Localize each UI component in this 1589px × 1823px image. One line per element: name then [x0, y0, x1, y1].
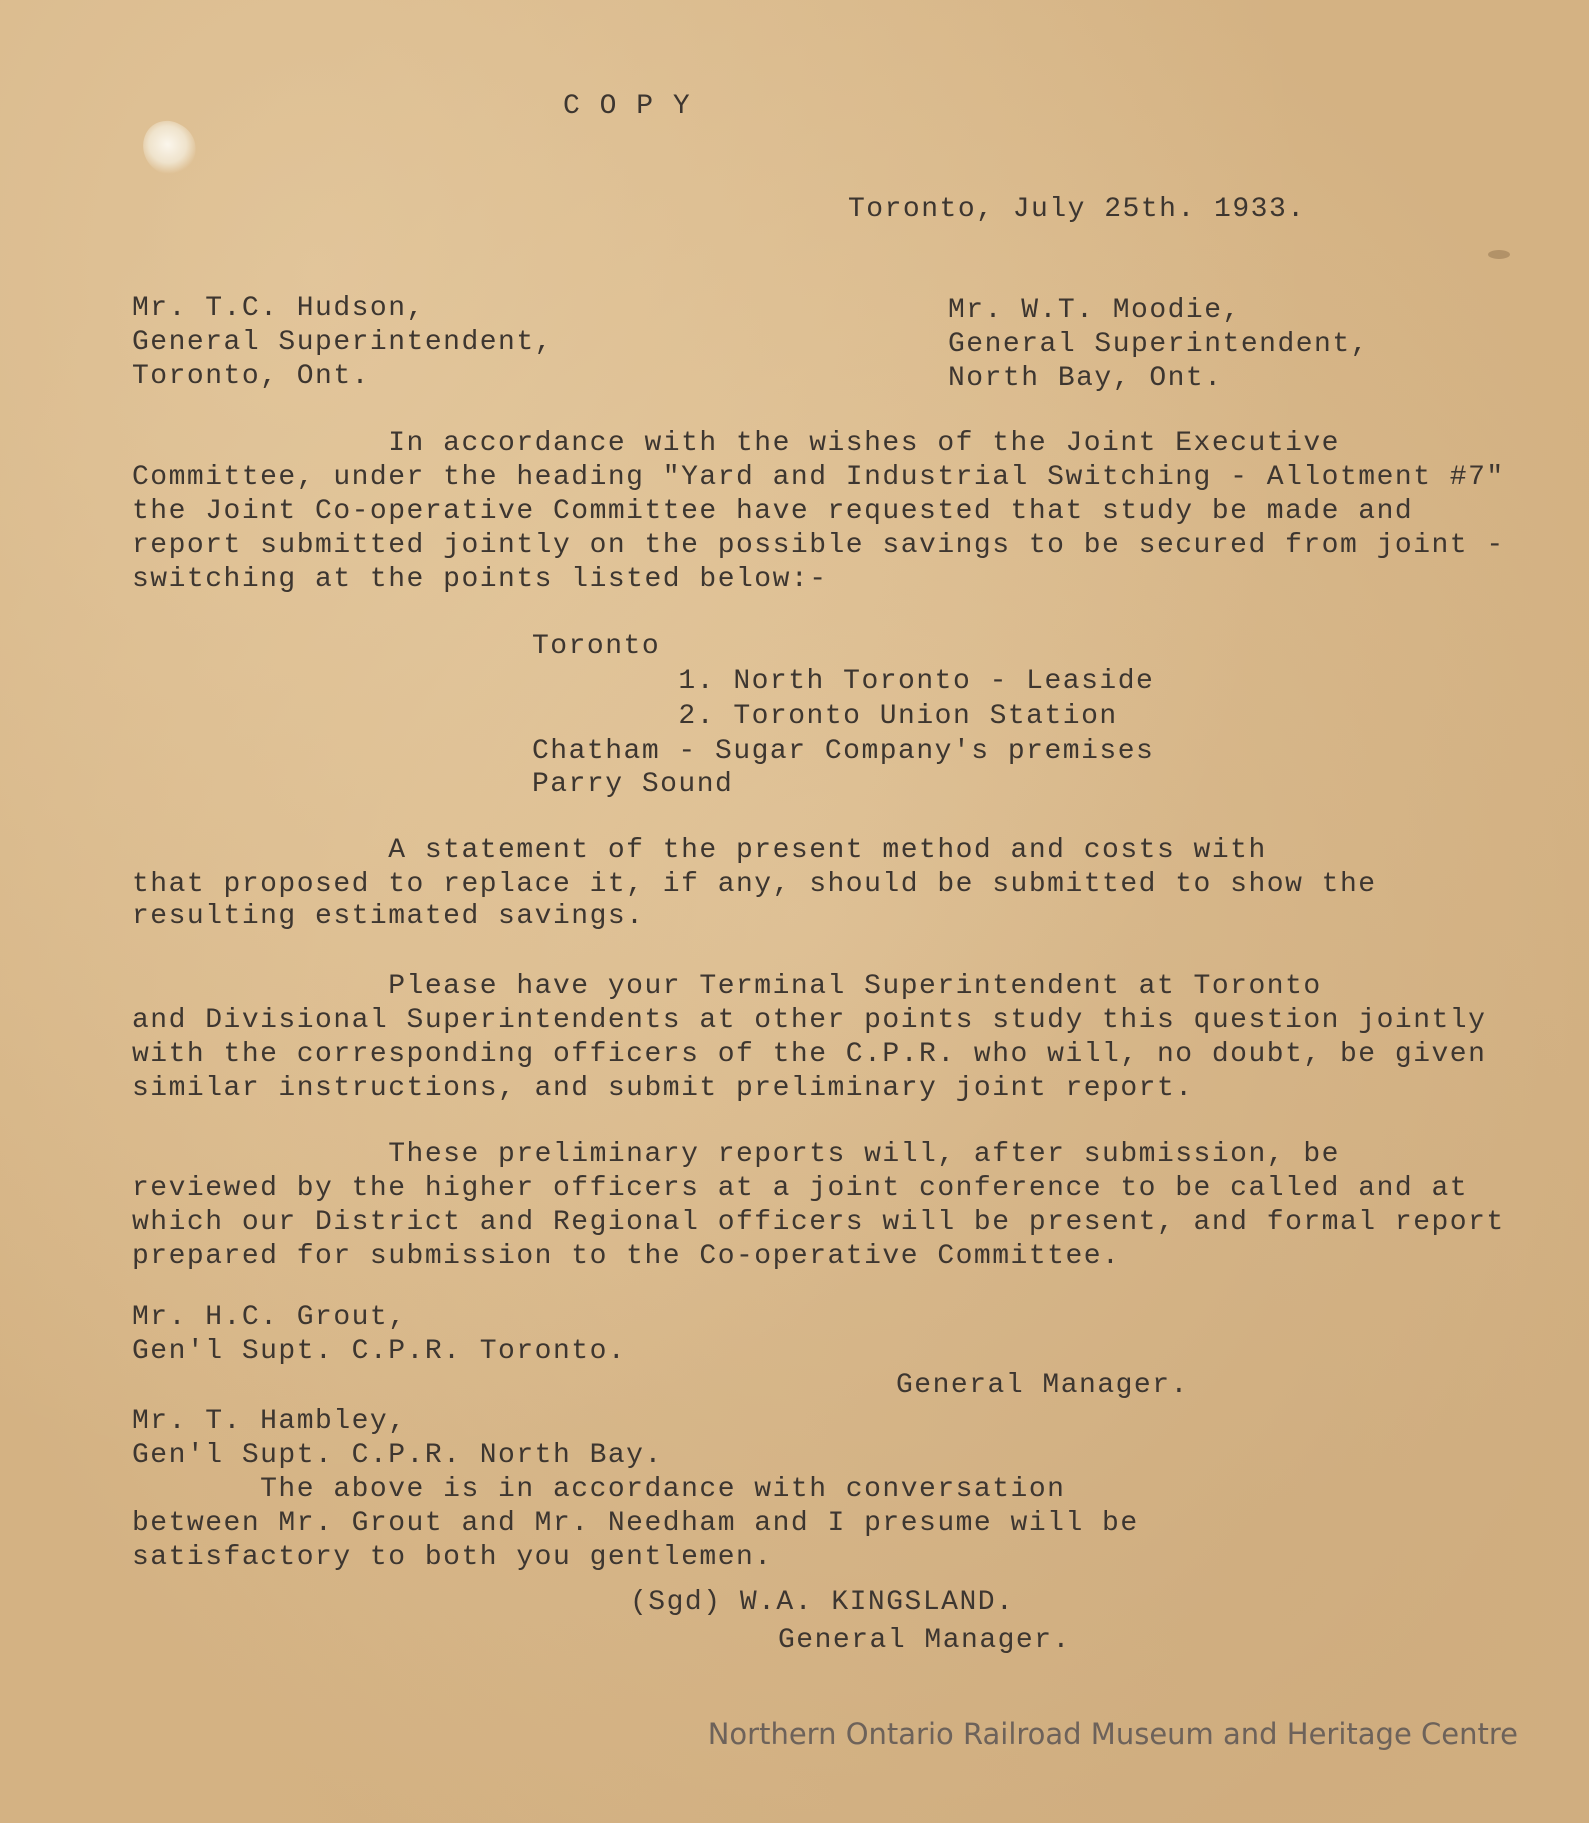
addressee-right-title: General Superintendent, — [948, 329, 1369, 360]
location-item: Chatham - Sugar Company's premises — [532, 736, 1155, 767]
addressee-right-name: Mr. W.T. Moodie, — [948, 295, 1241, 326]
paragraph-line: reviewed by the higher officers at a joint conference to be called and at — [132, 1173, 1469, 1204]
location-item: Parry Sound — [532, 769, 734, 800]
document-heading: C O P Y — [563, 91, 692, 122]
note-line: The above is in accordance with conversation — [132, 1474, 1066, 1505]
museum-watermark: Northern Ontario Railroad Museum and Heritage Centre — [707, 1717, 1518, 1751]
addressee-left-name: Mr. T.C. Hudson, — [132, 293, 425, 324]
cc-recipient-title: Gen'l Supt. C.P.R. North Bay. — [132, 1440, 663, 1471]
paper-tear-mark — [134, 113, 205, 183]
paragraph-line: resulting estimated savings. — [132, 901, 645, 932]
signed-title: General Manager. — [778, 1625, 1071, 1656]
note-line: satisfactory to both you gentlemen. — [132, 1542, 773, 1573]
paragraph-line: similar instructions, and submit preliminary joint report. — [132, 1073, 1194, 1104]
paragraph-line: switching at the points listed below:- — [132, 564, 828, 595]
paragraph-line: that proposed to replace it, if any, should be submitted to show the — [132, 869, 1377, 900]
paragraph-line: with the corresponding officers of the C.P.R. who will, no doubt, be given — [132, 1039, 1487, 1070]
paragraph-line: These preliminary reports will, after submission, be — [132, 1139, 1340, 1170]
paragraph-line: prepared for submission to the Co-operative Committee. — [132, 1241, 1121, 1272]
note-line: between Mr. Grout and Mr. Needham and I presume will be — [132, 1508, 1139, 1539]
signed-by: (Sgd) W.A. KINGSLAND. — [630, 1587, 1015, 1618]
cc-recipient-title: Gen'l Supt. C.P.R. Toronto. — [132, 1336, 627, 1367]
paragraph-line: and Divisional Superintendents at other points study this question jointly — [132, 1005, 1487, 1036]
paragraph-line: report submitted jointly on the possible savings to be secured from joint - — [132, 530, 1505, 561]
paper-stain — [1488, 250, 1510, 259]
signature-title-1: General Manager. — [896, 1370, 1189, 1401]
location-item: 1. North Toronto - Leaside — [532, 666, 1155, 697]
letter-date: Toronto, July 25th. 1933. — [848, 194, 1306, 225]
paragraph-line: the Joint Co-operative Committee have requested that study be made and — [132, 496, 1414, 527]
cc-recipient-name: Mr. T. Hambley, — [132, 1406, 407, 1437]
addressee-right-location: North Bay, Ont. — [948, 363, 1223, 394]
paragraph-line: which our District and Regional officers will be present, and formal report — [132, 1207, 1505, 1238]
addressee-left-location: Toronto, Ont. — [132, 361, 370, 392]
paragraph-line: Committee, under the heading "Yard and Industrial Switching - Allotment #7" — [132, 462, 1505, 493]
location-item: Toronto — [532, 631, 661, 662]
paragraph-line: In accordance with the wishes of the Joint Executive — [132, 428, 1340, 459]
paragraph-line: A statement of the present method and costs with — [132, 835, 1267, 866]
paragraph-line: Please have your Terminal Superintendent at Toronto — [132, 971, 1322, 1002]
cc-recipient-name: Mr. H.C. Grout, — [132, 1302, 407, 1333]
location-item: 2. Toronto Union Station — [532, 701, 1118, 732]
addressee-left-title: General Superintendent, — [132, 327, 553, 358]
